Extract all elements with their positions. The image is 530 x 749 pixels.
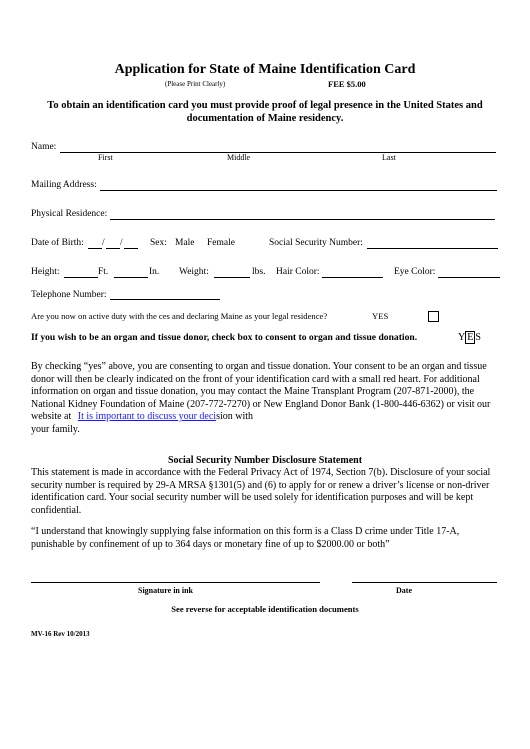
- dob-separator: /: [120, 238, 123, 248]
- height-inches-field[interactable]: [114, 277, 148, 278]
- organ-donor-yes-checkbox[interactable]: [458, 332, 481, 343]
- eye-color-label: Eye Color:: [394, 267, 436, 277]
- dob-separator: /: [102, 238, 105, 248]
- sex-option-male[interactable]: Male: [175, 238, 195, 248]
- fee-label: FEE $5.00: [328, 79, 366, 89]
- pounds-unit: lbs.: [252, 267, 266, 277]
- organ-donor-statement: If you wish to be an organ and tissue donor, check box to consent to organ and tissue donation.: [31, 332, 418, 343]
- dob-label: Date of Birth:: [31, 238, 84, 248]
- organ-donation-link-tail: sion with: [216, 411, 254, 423]
- sex-label: Sex:: [150, 238, 167, 248]
- hair-color-label: Hair Color:: [276, 267, 320, 277]
- dob-year-field[interactable]: [124, 248, 138, 249]
- ssn-disclosure-paragraph: This statement is made in accordance with the Federal Privacy Act of 1974, Section 7(b). Disclosure of your social security number is required by 29-A MRSA §1301(5) and (6) to apply for or renew a driver’s license or non-driver identification card. Your social security number will be used solely for identification purposes and will be kept confidential.: [31, 467, 491, 516]
- weight-field[interactable]: [214, 277, 250, 278]
- organ-donation-text: By checking “yes” above, you are consenting to organ and tissue donation. Your consent to be an organ and tissue donor will then be clearly indicated on the front of your identification card with a small red heart. For additional information on organ and tissue donation, you may contact the Maine Transplant Program (207-871-2000), the National Kidney Foundation of Maine (207-772-7270) or New England Donor Bank (1-800-446-6362) or visit our website at: [31, 361, 491, 423]
- organ-donation-last-line: your family.: [31, 423, 80, 435]
- print-clearly-note: (Please Print Clearly): [165, 80, 226, 88]
- name-field[interactable]: [60, 152, 496, 153]
- height-label: Height:: [31, 267, 60, 277]
- organ-donation-paragraph: [31, 361, 499, 437]
- name-middle-caption: Middle: [227, 153, 251, 162]
- active-duty-yes-label: YES: [372, 311, 389, 321]
- date-line[interactable]: [352, 582, 497, 583]
- mailing-address-label: Mailing Address:: [31, 180, 97, 190]
- name-label: Name:: [31, 142, 57, 152]
- ssn-label: Social Security Number:: [269, 238, 363, 248]
- reverse-note: See reverse for acceptable identification documents: [171, 604, 359, 614]
- feet-unit: Ft.: [98, 267, 109, 277]
- signature-line[interactable]: [31, 582, 320, 583]
- ssn-disclosure-heading: Social Security Number Disclosure Statement: [167, 455, 363, 466]
- signature-label: Signature in ink: [138, 586, 193, 595]
- false-information-warning: “I understand that knowingly supplying false information on this form is a Class D crime under Title 17-A, punishable by confinement of up to 364 days or monetary fine of up to $2000.00 or both”: [31, 526, 460, 550]
- telephone-field[interactable]: [110, 299, 220, 300]
- name-first-caption: First: [98, 153, 113, 162]
- eye-color-field[interactable]: [438, 277, 500, 278]
- sex-option-female[interactable]: Female: [207, 238, 235, 248]
- active-duty-checkbox[interactable]: [428, 311, 439, 322]
- yes-box-letter: E: [467, 332, 474, 343]
- form-number: MV-16 Rev 10/2013: [31, 630, 90, 638]
- dob-month-field[interactable]: [88, 248, 102, 249]
- dob-day-field[interactable]: [106, 248, 120, 249]
- intro-statement: To obtain an identification card you must provide proof of legal presence in the United States and documentation of Maine residency.: [47, 100, 483, 124]
- active-duty-question: Are you now on active duty with the ces and declaring Maine as your legal residence?: [31, 311, 328, 321]
- hair-color-field[interactable]: [322, 277, 383, 278]
- form-title: Application for State of Maine Identification Card: [114, 62, 416, 77]
- physical-residence-field[interactable]: [110, 219, 495, 220]
- physical-residence-label: Physical Residence:: [31, 209, 108, 219]
- yes-letter: S: [475, 332, 481, 343]
- weight-label: Weight:: [179, 267, 209, 277]
- ssn-field[interactable]: [367, 248, 498, 249]
- height-feet-field[interactable]: [64, 277, 98, 278]
- name-last-caption: Last: [382, 153, 396, 162]
- mailing-address-field[interactable]: [100, 190, 497, 191]
- telephone-label: Telephone Number:: [31, 290, 107, 300]
- date-label: Date: [396, 586, 412, 595]
- organ-donation-link[interactable]: It is important to discuss your deci: [77, 411, 217, 423]
- yes-letter: Y: [458, 332, 466, 343]
- inches-unit: In.: [149, 267, 160, 277]
